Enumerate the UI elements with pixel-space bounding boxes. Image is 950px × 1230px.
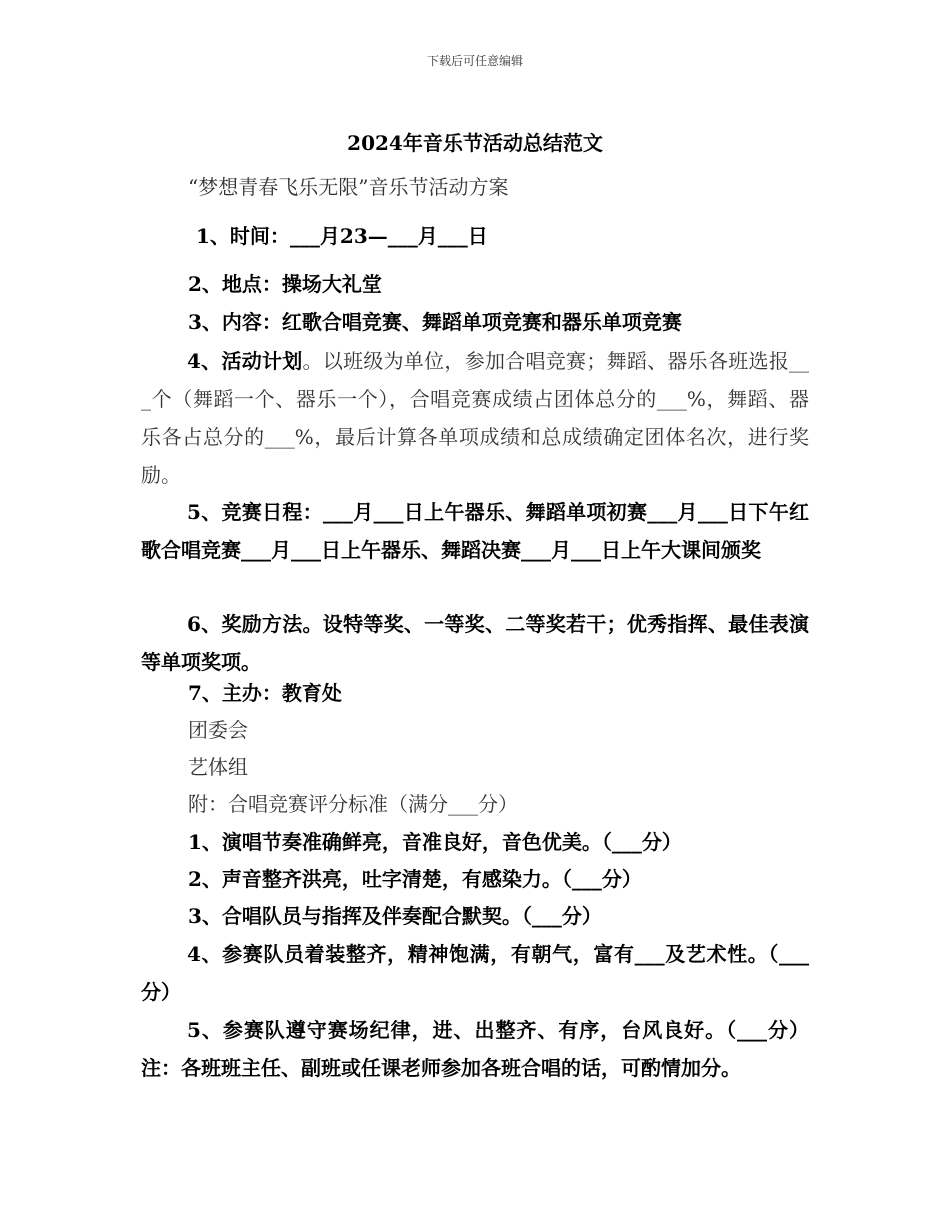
item-awards (141, 605, 809, 681)
item-place: 2、地点：操场大礼堂 (188, 272, 382, 296)
item-time: 1、时间：___月23—___月___日 (196, 224, 488, 248)
criterion-5-text: 5、参赛队遵守赛场纪律，进、出整齐、有序，台风良好。（___分）注：各班班主任、副班或任课老师参加各班合唱的话，可酌情加分。 (141, 1018, 809, 1080)
schedule-text: 5、竞赛日程：___月___日上午器乐、舞蹈单项初赛___月___日下午红歌合唱竞赛___月___日上午器乐、舞蹈决赛___月___日上午大课间颁奖 (141, 500, 809, 562)
criterion-4-text: 4、参赛队员着装整齐，精神饱满，有朝气，富有___及艺术性。（___分） (141, 942, 809, 1004)
criterion-2: 2、声音整齐洪亮，吐字清楚，有感染力。（___分） (188, 867, 642, 891)
appendix-title: 附：合唱竞赛评分标准（满分___分） (188, 792, 518, 816)
criterion-1: 1、演唱节奏准确鲜亮，音准良好，音色优美。（___分） (188, 830, 682, 854)
awards-text: 6、奖励方法。设特等奖、一等奖、二等奖若干；优秀指挥、最佳表演等单项奖项。 (141, 612, 809, 674)
criterion-3: 3、合唱队员与指挥及伴奏配合默契。（___分） (188, 904, 602, 928)
document-title: 2024年音乐节活动总结范文 (347, 131, 603, 155)
item-coorganizer-1: 团委会 (188, 718, 248, 742)
header-note: 下载后可任意编辑 (426, 54, 523, 68)
plan-label: 4、活动计划 (187, 349, 303, 373)
item-coorganizer-2: 艺体组 (188, 755, 248, 779)
criterion-4 (141, 935, 809, 1011)
criterion-5 (141, 1011, 809, 1087)
item-plan (141, 342, 809, 494)
item-content: 3、内容：红歌合唱竞赛、舞蹈单项竞赛和器乐单项竞赛 (188, 310, 682, 334)
subtitle: “梦想青春飞乐无限”音乐节活动方案 (188, 175, 509, 199)
item-host: 7、主办：教育处 (188, 681, 342, 705)
item-schedule (141, 493, 809, 569)
plan-text: 。以班级为单位，参加合唱竞赛；舞蹈、器乐各班选报___个（舞蹈一个、器乐一个），合唱竞赛成绩占团体总分的___%，舞蹈、器乐各占总分的___%，最后计算各单项成绩和总成绩确定团体名次，进行奖励。 (141, 349, 810, 487)
